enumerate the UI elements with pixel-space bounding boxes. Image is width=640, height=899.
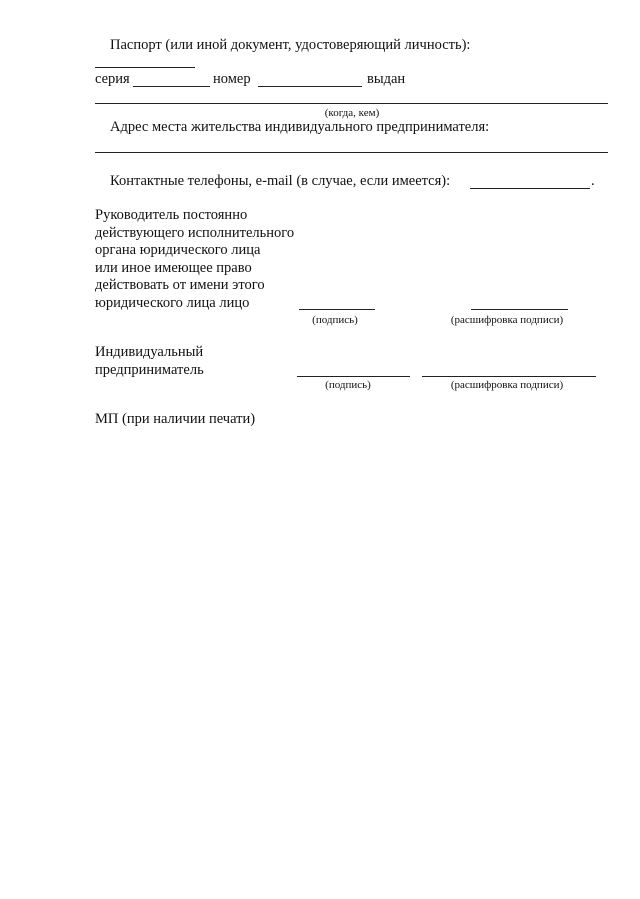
contacts-label: Контактные телефоны, e-mail (в случае, если имеется): [110, 173, 451, 189]
passport-heading: Паспорт (или иной документ, удостоверяющий личность): [110, 37, 471, 53]
number-blank[interactable] [258, 86, 362, 87]
series-label: серия [95, 71, 130, 87]
series-blank[interactable] [133, 86, 210, 87]
head-title-line: действующего исполнительного [95, 224, 295, 241]
head-decryption-caption: (расшифровка подписи) [450, 314, 564, 326]
head-title [95, 207, 294, 312]
contacts-blank[interactable] [470, 188, 590, 189]
head-signature-caption: (подпись) [312, 314, 358, 326]
contacts-end: . [591, 173, 595, 189]
head-title-line: Руководитель постоянно [95, 207, 248, 223]
stamp-label: МП (при наличии печати) [95, 411, 256, 427]
number-label: номер [213, 71, 251, 87]
address-blank[interactable] [95, 152, 608, 153]
head-signature-blank[interactable] [299, 309, 375, 310]
passport-type-blank[interactable] [95, 67, 195, 68]
entrepreneur-decryption-caption: (расшифровка подписи) [450, 379, 564, 391]
entrepreneur-signature-caption: (подпись) [325, 379, 371, 391]
address-heading: Адрес места жительства индивидуального предпринимателя: [110, 119, 490, 135]
entrepreneur-signature-blank[interactable] [297, 376, 410, 377]
head-title-line: или иное имеющее право [95, 259, 252, 276]
issued-caption: (когда, кем) [324, 107, 380, 119]
head-decryption-blank[interactable] [471, 309, 568, 310]
entrepreneur-decryption-blank[interactable] [422, 376, 596, 377]
head-title-line: действовать от имени этого [95, 277, 265, 293]
entrepreneur-title-line: Индивидуальный [95, 344, 204, 360]
head-title-line: органа юридического лица [95, 242, 261, 258]
head-title-line: юридического лица лицо [95, 294, 250, 311]
issued-label: выдан [367, 71, 406, 87]
entrepreneur-title-line: предприниматель [95, 362, 204, 378]
issued-blank[interactable] [95, 103, 608, 104]
